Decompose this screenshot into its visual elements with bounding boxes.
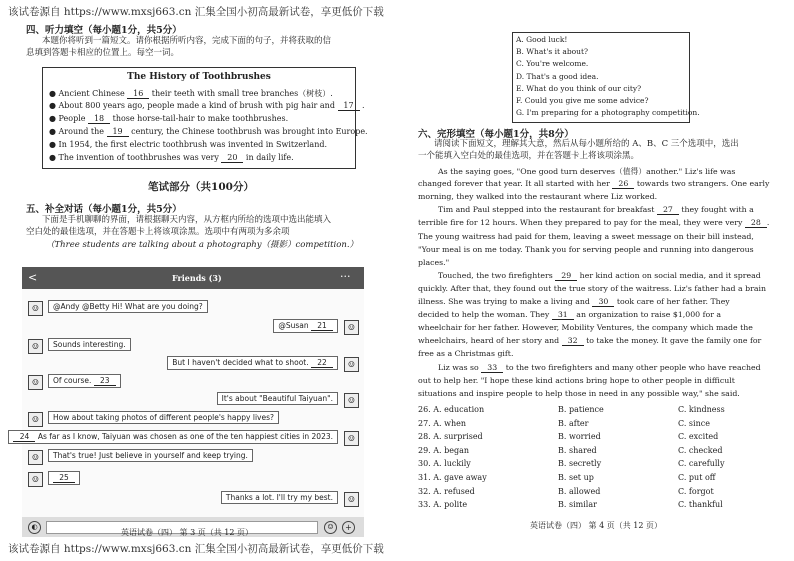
passage-line xyxy=(418,389,740,398)
section6-title: 六、完形填空（每小题1分，共8分） xyxy=(418,129,574,140)
bullet: ● xyxy=(49,127,59,136)
choice-option[interactable]: B. set up xyxy=(558,473,594,482)
box-line-text: century, the Chinese toothbrush was brought into Europe. xyxy=(128,127,368,136)
avatar-icon: ☺ xyxy=(28,301,43,316)
choice-option[interactable]: B. patience xyxy=(558,405,604,414)
box-line-text: In 1954, the first electric toothbrush was invented in Switzerland. xyxy=(58,140,328,149)
passage-text: free as a Christmas gift. xyxy=(418,349,514,359)
option-item: G. I'm preparing for a photography competition. xyxy=(516,108,700,118)
passage-text: to the two firefighters and many other people who have reached xyxy=(503,362,761,372)
option-item: A. Good luck! xyxy=(516,35,568,44)
avatar-icon: ☺ xyxy=(344,393,359,408)
message-text: It's about "Beautiful Taiyuan". xyxy=(221,394,333,403)
blank-number: 28 xyxy=(745,218,767,228)
section6-instruction-1: 请阅读下面短文，理解其大意，然后从每小题所给的 A、B、C 三个选项中，选出 xyxy=(434,139,739,149)
message-text: That's true! Just believe in yourself and keep trying. xyxy=(53,451,248,460)
box-line-text: The invention of toothbrushes was very xyxy=(58,153,222,162)
message-text: How about taking photos of different people's happy lives? xyxy=(53,413,274,422)
chat-header xyxy=(22,267,364,289)
back-icon[interactable]: < xyxy=(28,271,38,284)
section4-instruction-1: 本题你将听到一篇短文。请你根据所听内容，完成下面的句子，并将获取的信 xyxy=(42,36,332,46)
choice-option[interactable]: B. worried xyxy=(558,432,601,442)
message-text: @Susan xyxy=(278,321,311,330)
blank-number: 18 xyxy=(88,114,110,124)
passage-text: The young waitress had paid for them, leaving a sweet message on their bill instead, xyxy=(418,231,754,241)
passage-line xyxy=(418,232,754,241)
option-item: F. Could you give me some advice? xyxy=(516,96,649,105)
blank-number: 33 xyxy=(481,363,503,373)
left-page xyxy=(6,20,396,538)
blank-number: 20 xyxy=(221,153,243,163)
passage-text: took care of her father. They xyxy=(614,297,730,306)
bullet: ● xyxy=(49,140,59,149)
choice-option[interactable]: 29. A. began xyxy=(418,445,470,455)
option-item: B. What's it about? xyxy=(516,47,589,57)
choice-option[interactable]: C. thankful xyxy=(678,500,723,510)
chat-bubble xyxy=(217,392,338,405)
message-text: As far as I know, Taiyuan was chosen as one of the ten happiest cities in 2023. xyxy=(35,432,333,441)
chat-window xyxy=(19,267,364,537)
box-line xyxy=(49,127,368,137)
choice-option[interactable]: 28. A. surprised xyxy=(418,432,483,442)
blank-number: 19 xyxy=(107,127,129,137)
avatar-icon: ☺ xyxy=(344,492,359,507)
box-line xyxy=(49,140,327,149)
chat-bubble xyxy=(48,300,208,313)
blank-number: 16 xyxy=(127,89,149,99)
box-line-text: in daily life. xyxy=(243,153,294,162)
section5-instruction-1: 下面是手机聊聊的界面，请根据聊天内容，从方框内所给的选项中选出能填入 xyxy=(42,215,332,225)
choice-option[interactable]: 32. A. refused xyxy=(418,486,475,496)
choice-option[interactable]: B. secretly xyxy=(558,459,602,469)
choice-option[interactable]: C. carefully xyxy=(678,459,725,469)
watermark-top: 该试卷源自 https://www.mxsj663.cn 汇集全国小初高最新试卷，享更低价下载 xyxy=(8,6,384,18)
options-box xyxy=(512,32,700,123)
blank-number: 25 xyxy=(53,473,75,483)
option-item: E. What do you think of our city? xyxy=(516,83,642,93)
blank-number: 30 xyxy=(592,297,614,307)
passage-line xyxy=(418,336,761,346)
passage-text: decided to help the woman. They xyxy=(418,310,552,320)
choice-option[interactable]: B. after xyxy=(558,418,589,428)
chat-bubble xyxy=(48,471,80,485)
avatar-icon: ☺ xyxy=(344,320,359,335)
passage-line xyxy=(418,218,769,228)
message-text: Thanks a lot. I'll try my best. xyxy=(225,493,333,502)
choice-option[interactable]: C. checked xyxy=(678,445,723,455)
passage-text: Touched, the two firefighters xyxy=(438,270,556,280)
passage-line xyxy=(438,166,735,177)
blank-number: 26 xyxy=(612,179,634,189)
choice-option[interactable]: C. put off xyxy=(678,473,716,482)
passage-text: As the saying goes, "One good turn deserves（值得）another." Liz's life was xyxy=(438,167,736,176)
box-line xyxy=(49,88,333,99)
passage-text: places." xyxy=(418,257,450,267)
choice-option[interactable]: C. kindness xyxy=(678,405,725,414)
passage-line xyxy=(418,284,766,293)
box-title: The History of Toothbrushes xyxy=(127,72,271,82)
avatar-icon: ☺ xyxy=(28,412,43,427)
passage-text: illness. She was trying to make a living and xyxy=(418,297,593,306)
section4-instruction-2: 息填到答题卡相应的位置上。每空一词。 xyxy=(26,48,180,58)
section6-instruction-2: 一个能填入空白处的最佳选项，并在答题卡上将该项涂黑。 xyxy=(418,151,640,161)
blank-number: 27 xyxy=(657,205,679,215)
passage-text: wheelchairs, heard of her story and xyxy=(418,336,562,346)
passage-line xyxy=(418,323,753,332)
chat-bubble xyxy=(48,374,121,388)
passage-line xyxy=(418,349,513,358)
box-line-text: People xyxy=(58,114,89,123)
passage-text: Liz was so xyxy=(438,362,482,372)
voice-icon[interactable]: ◐ xyxy=(28,521,41,534)
passage-text: to take the money. It gave the family one for xyxy=(583,336,762,346)
passage-line xyxy=(438,205,754,215)
section5-instruction-3: （Three students are talking about a photography（摄影）competition.） xyxy=(46,240,359,250)
chat-bubble xyxy=(48,449,253,462)
blank-number: 17 xyxy=(338,101,360,111)
chat-bubble xyxy=(167,356,338,370)
choice-option[interactable]: B. shared xyxy=(558,445,597,455)
box-line xyxy=(49,101,365,111)
chat-bubble xyxy=(8,430,338,444)
choice-option[interactable]: B. allowed xyxy=(558,486,601,496)
choice-option[interactable]: C. forgot xyxy=(678,486,714,496)
passage-line xyxy=(438,271,761,281)
passage-line xyxy=(418,297,730,307)
choice-option[interactable]: B. similar xyxy=(558,500,597,510)
section4-title: 四、听力填空（每小题1分，共5分） xyxy=(26,25,182,36)
box-line-text: About 800 years ago, people made a kind of brush with pig hair and xyxy=(58,101,338,110)
watermark-bottom: 该试卷源自 https://www.mxsj663.cn 汇集全国小初高最新试卷，享更低价下载 xyxy=(8,543,384,555)
chat-bubble xyxy=(48,411,279,424)
passage-text: an organization to raise $1,000 for a xyxy=(573,310,722,320)
chat-title: Friends (3) xyxy=(172,273,222,283)
chat-bubble xyxy=(48,338,131,351)
box-line-text: . xyxy=(359,101,365,110)
blank-number: 32 xyxy=(562,336,584,346)
passage-line xyxy=(418,192,657,201)
section5-instruction-2: 空白处的最佳选项，并在答题卡上将该项涂黑。选项中有两项为多余项 xyxy=(26,227,290,237)
avatar-icon: ☺ xyxy=(28,450,43,465)
box-line-text: Ancient Chinese xyxy=(58,89,128,98)
box-line-text: their teeth with small tree branches（树枝）. xyxy=(149,89,333,98)
choice-option[interactable]: C. excited xyxy=(678,432,719,442)
blank-number: 31 xyxy=(552,310,574,320)
passage-line xyxy=(418,376,735,385)
section5-title: 五、补全对话（每小题1分，共5分） xyxy=(26,204,182,215)
avatar-icon: ☺ xyxy=(28,339,43,354)
chat-bubble xyxy=(221,491,338,504)
box-line xyxy=(49,153,294,163)
bullet: ● xyxy=(49,101,59,110)
passage-text: towards two strangers. One early xyxy=(634,179,770,189)
box-line xyxy=(49,114,288,124)
choice-option[interactable]: 26. A. education xyxy=(418,405,485,414)
blank-number: 21 xyxy=(311,321,333,331)
bullet: ● xyxy=(49,153,59,162)
passage-text: terrible fire for 12 hours. When they prepared to pay for the meal, they were very xyxy=(418,218,745,228)
chat-bubble xyxy=(273,319,338,333)
choice-option[interactable]: C. since xyxy=(678,418,710,428)
passage-line xyxy=(418,179,769,189)
choice-option[interactable]: 31. A. gave away xyxy=(418,473,487,482)
passage-text: "Your meal is on me today. Thank you for serving people and running into dangerous xyxy=(418,244,754,254)
choice-option[interactable]: 33. A. polite xyxy=(418,500,468,510)
avatar-icon: ☺ xyxy=(28,375,43,390)
right-page xyxy=(410,20,788,538)
passage-text: Tim and Paul stepped into the restaurant for breakfast xyxy=(438,205,657,215)
blank-number: 24 xyxy=(13,432,35,442)
passage-text: her kind action on social media, and it spread xyxy=(577,270,761,280)
message-text: But I haven't decided what to shoot. xyxy=(172,358,311,367)
option-item: C. You're welcome. xyxy=(516,59,589,69)
avatar-icon: ☺ xyxy=(344,431,359,446)
passage-line xyxy=(438,363,761,373)
blank-number: 29 xyxy=(555,271,577,281)
avatar-icon: ☺ xyxy=(344,357,359,372)
avatar-icon: ☺ xyxy=(28,472,43,487)
blank-number: 23 xyxy=(94,376,116,386)
passage-text: quickly. After that, they found out the true story of the waitress. Liz's father had a brain xyxy=(418,283,766,293)
passage-text: they fought with a xyxy=(678,205,754,215)
passage-text: situations and inspire people to help those in need in any possible way," she said. xyxy=(418,388,740,398)
message-text: Of course. xyxy=(53,376,94,385)
passage-text: changed forever that year. It all started with her xyxy=(418,179,613,189)
listening-box xyxy=(42,67,368,169)
left-page-footer: 英语试卷（四） 第 3 页（共 12 页） xyxy=(121,528,253,537)
emoji-icon[interactable]: ☺ xyxy=(324,521,337,534)
option-item: D. That's a good idea. xyxy=(516,71,599,81)
right-page-footer: 英语试卷（四） 第 4 页（共 12 页） xyxy=(530,521,662,530)
bullet: ● xyxy=(49,114,59,123)
passage-line xyxy=(418,245,754,254)
choice-option[interactable]: 30. A. luckily xyxy=(418,459,471,469)
passage-text: wheelchair for her father. However, Mobility Ventures, the company which made the xyxy=(418,323,753,333)
more-icon[interactable]: ··· xyxy=(340,270,351,283)
passage-text: . xyxy=(766,218,770,228)
passage-line xyxy=(418,310,721,320)
passage-text: morning, they walked into the restaurant where Liz worked. xyxy=(418,192,658,202)
choice-option[interactable]: 27. A. when xyxy=(418,418,467,428)
box-line-text: Around the xyxy=(58,127,107,136)
message-text: Sounds interesting. xyxy=(53,340,126,349)
passage-line xyxy=(418,258,449,267)
box-line-text: those horse-tail-hair to make toothbrushes. xyxy=(110,114,289,123)
bullet: ● xyxy=(49,89,59,98)
message-text: @Andy @Betty Hi! What are you doing? xyxy=(53,302,203,311)
passage-text: out to help her. "I hope these kind actions bring hope to other people in difficult xyxy=(418,375,735,385)
plus-icon[interactable]: + xyxy=(342,521,355,534)
written-part-title: 笔试部分（共100分） xyxy=(148,181,254,193)
blank-number: 22 xyxy=(311,358,333,368)
